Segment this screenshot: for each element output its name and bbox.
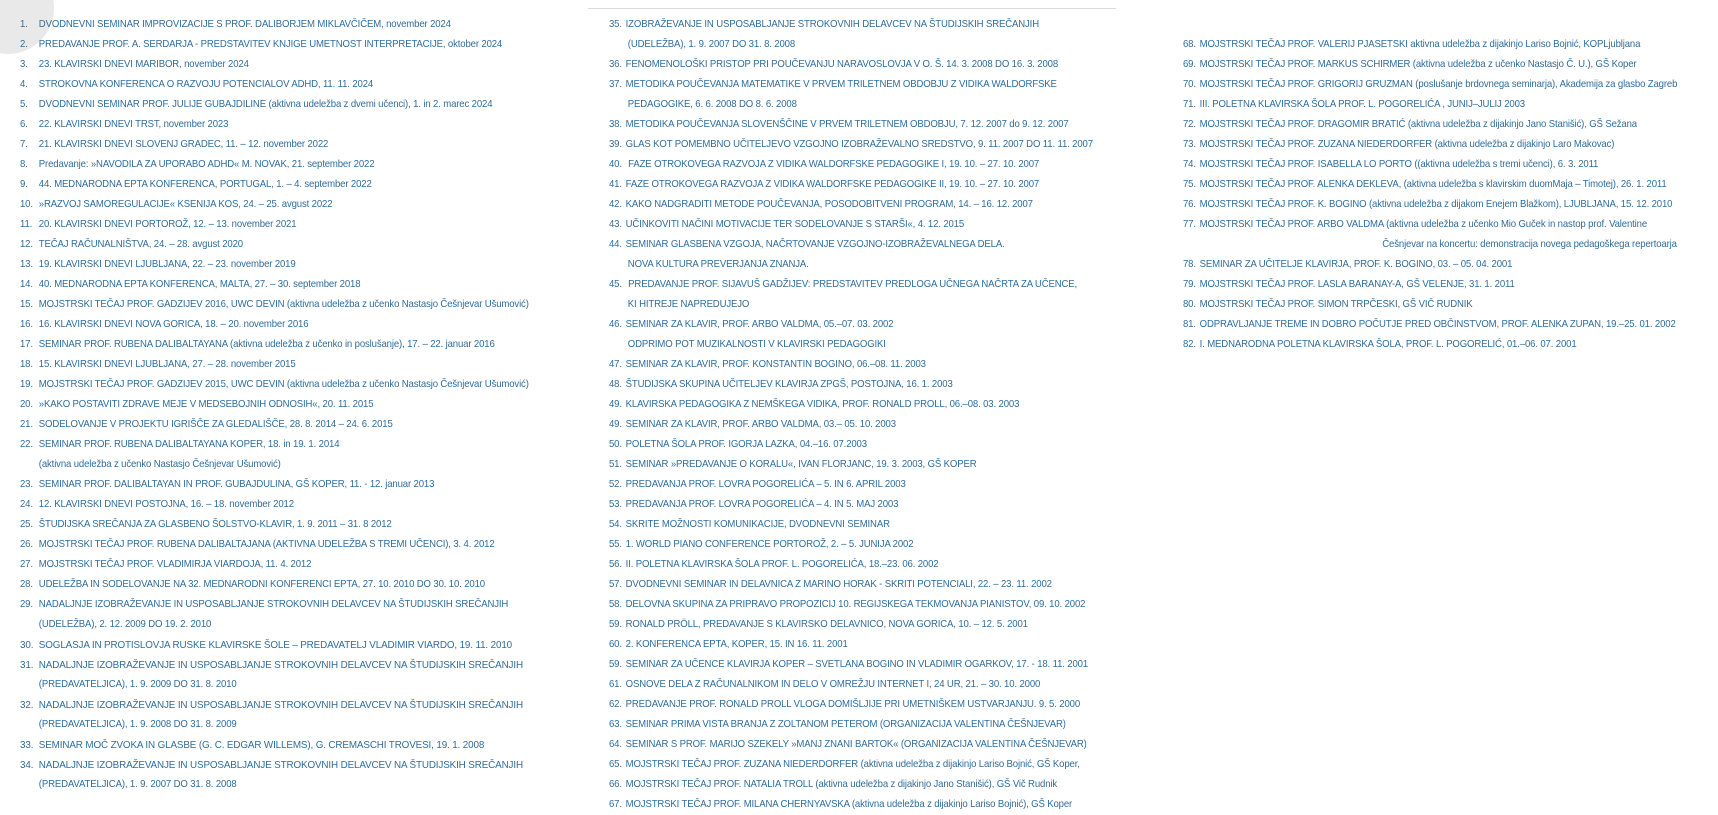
list-item-continuation xyxy=(609,335,1135,355)
list-item xyxy=(1183,155,1681,175)
item-text: SEMINAR PROF. RUBENA DALIBALTAYANA KOPER, 18. in 19. 1. 2014 xyxy=(38,439,340,450)
list-item xyxy=(609,775,1135,795)
item-text: SEMINAR S PROF. MARIJO SZEKELY »MANJ ZNANI BARTOK« (ORGANIZACIJA VALENTINA ČEŠNJEVAR) xyxy=(625,739,1087,750)
list-item-continuation xyxy=(609,95,1135,115)
item-number: 29. xyxy=(20,599,33,610)
item-number: 68. xyxy=(1183,39,1196,50)
item-number: 79. xyxy=(1183,279,1196,290)
item-number: 33. xyxy=(20,739,34,751)
list-item xyxy=(609,535,1135,555)
item-text: NADALJNJE IZOBRAŽEVANJE IN USPOSABLJANJE STROKOVNIH DELAVCEV NA ŠTUDIJSKIH SREČANJIH xyxy=(38,599,509,610)
item-number: 9. xyxy=(20,179,28,190)
item-text: MOJSTRSKI TEČAJ PROF. RUBENA DALIBALTAJANA (AKTIVNA UDELEŽBA S TREMI UČENCI), 3. 4. 2012 xyxy=(38,539,495,550)
item-number: 17. xyxy=(20,339,33,350)
list-item xyxy=(1183,95,1681,115)
item-number: 21. xyxy=(20,419,33,430)
item-number: 27. xyxy=(20,559,33,570)
item-text: MOJSTRSKI TEČAJ PROF. ISABELLA LO PORTO ((aktivna udeležba s tremi učenci), 6. 3. 2011 xyxy=(1199,159,1599,170)
list-item xyxy=(609,15,1135,35)
item-number: 75. xyxy=(1183,179,1196,190)
item-text: 20. KLAVIRSKI DNEVI PORTOROŽ, 12. – 13. november 2021 xyxy=(38,219,297,230)
item-text: ŠTUDIJSKA SREČANJA ZA GLASBENO ŠOLSTVO-KLAVIR, 1. 9. 2011 – 31. 8 2012 xyxy=(38,519,392,530)
item-text: PREDAVANJA PROF. LOVRA POGORELIĆA – 5. IN 6. APRIL 2003 xyxy=(625,479,906,490)
item-number: 67. xyxy=(609,799,622,810)
item-text: MOJSTRSKI TEČAJ PROF. VLADIMIRJA VIARDOJA, 11. 4. 2012 xyxy=(38,559,312,570)
item-text: MOJSTRSKI TEČAJ PROF. GRIGORIJ GRUZMAN (poslušanje brdovnega seminarja), Akademija za glasbo Zagreb xyxy=(1199,79,1678,90)
item-number: 42. xyxy=(609,199,622,210)
item-number: 40. xyxy=(609,159,622,170)
list-item xyxy=(1183,315,1681,335)
list-item xyxy=(1183,215,1681,235)
list-item xyxy=(20,395,546,415)
list-item xyxy=(20,695,546,715)
item-number: 56. xyxy=(609,559,622,570)
list-item xyxy=(609,55,1135,75)
list-item xyxy=(20,115,546,135)
list-column-1 xyxy=(20,15,580,795)
item-number: 49. xyxy=(609,419,622,430)
item-text: MOJSTRSKI TEČAJ PROF. DRAGOMIR BRATIĆ (aktivna udeležba z dijakinjo Jano Stanišić), GŠ Sežana xyxy=(1199,119,1637,130)
item-number: 23. xyxy=(20,479,33,490)
item-text: SEMINAR ZA KLAVIR, PROF. KONSTANTIN BOGINO, 06.–08. 11. 2003 xyxy=(625,359,926,370)
item-number: 81. xyxy=(1183,319,1196,330)
item-text: KLAVIRSKA PEDAGOGIKA Z NEMŠKEGA VIDIKA, PROF. RONALD PROLL, 06.–08. 03. 2003 xyxy=(625,399,1020,410)
item-text: MOJSTRSKI TEČAJ PROF. MARKUS SCHIRMER (aktivna udeležba z učenko Nastasjo Č. U.), GŠ Koper xyxy=(1199,59,1637,70)
list-item xyxy=(609,135,1135,155)
item-number: 1. xyxy=(20,19,28,30)
item-number: 38. xyxy=(609,119,622,130)
list-item xyxy=(20,575,546,595)
list-item-continuation xyxy=(20,615,546,635)
item-text: (UDELEŽBA), 1. 9. 2007 DO 31. 8. 2008 xyxy=(627,39,796,50)
list-item xyxy=(609,415,1135,435)
item-text: FAZE OTROKOVEGA RAZVOJA Z VIDIKA WALDORFSKE PEDAGOGIKE I, 19. 10. – 27. 10. 2007 xyxy=(625,159,1040,170)
list-item xyxy=(609,795,1135,815)
list-item xyxy=(20,635,546,655)
list-item xyxy=(609,215,1135,235)
list-item xyxy=(609,75,1135,95)
item-number: 31. xyxy=(20,659,34,671)
item-text: METODIKA POUČEVANJA SLOVENŠČINE V PRVEM TRILETNEM OBDOBJU, 7. 12. 2007 do 9. 12. 2007 xyxy=(625,119,1069,130)
list-item-continuation xyxy=(1183,235,1681,255)
item-text: NADALJNJE IZOBRAŽEVANJE IN USPOSABLJANJE STROKOVNIH DELAVCEV NA ŠTUDIJSKIH SREČANJIH xyxy=(38,699,523,711)
list-item xyxy=(609,315,1135,335)
item-text: 1. WORLD PIANO CONFERENCE PORTOROŽ, 2. – 5. JUNIJA 2002 xyxy=(625,539,914,550)
list-item xyxy=(20,515,546,535)
item-text: MOJSTRSKI TEČAJ PROF. K. BOGINO (aktivna udeležba z dijakom Enejem Blažkom), LJUBLJANA, 15. 12. 2010 xyxy=(1199,199,1673,210)
list-item xyxy=(20,355,546,375)
list-item xyxy=(609,555,1135,575)
item-number: 32. xyxy=(20,699,34,711)
list-item xyxy=(609,355,1135,375)
item-text: FAZE OTROKOVEGA RAZVOJA Z VIDIKA WALDORFSKE PEDAGOGIKE II, 19. 10. – 27. 10. 2007 xyxy=(625,179,1040,190)
item-number: 71. xyxy=(1183,99,1196,110)
item-text: DVODNEVNI SEMINAR IMPROVIZACIJE S PROF. DALIBORJEM MIKLAVČIČEM, november 2024 xyxy=(38,19,451,30)
list-item xyxy=(609,695,1135,715)
item-text: GLAS KOT POMEMBNO UČITELJEVO VZGOJNO IZOBRAŽEVALNO SREDSTVO, 9. 11. 2007 DO 11. 11. 2007 xyxy=(625,139,1093,150)
item-text: 23. KLAVIRSKI DNEVI MARIBOR, november 2024 xyxy=(38,59,249,70)
item-text: OSNOVE DELA Z RAČUNALNIKOM IN DELO V OMREŽJU INTERNET I, 24 UR, 21. – 30. 10. 2000 xyxy=(625,679,1041,690)
item-text: MOJSTRSKI TEČAJ PROF. ALENKA DEKLEVA, (aktivna udeležba s klavirskim duomMaja – Timotej), 26. 1. 2011 xyxy=(1199,179,1667,190)
item-text: MOJSTRSKI TEČAJ PROF. ZUZANA NIEDERDORFER (aktivna udeležba z dijakinjo Laro Makovac) xyxy=(1199,139,1615,150)
item-text: 15. KLAVIRSKI DNEVI LJUBLJANA, 27. – 28. november 2015 xyxy=(38,359,296,370)
list-item xyxy=(20,95,546,115)
list-item xyxy=(20,75,546,95)
item-number: 77. xyxy=(1183,219,1196,230)
list-item xyxy=(20,295,546,315)
item-text: SEMINAR MOČ ZVOKA IN GLASBE (G. C. EDGAR WILLEMS), G. CREMASCHI TROVESI, 19. 1. 2008 xyxy=(38,739,485,751)
item-number: 65. xyxy=(609,759,622,770)
item-number: 52. xyxy=(609,479,622,490)
item-text: (aktivna udeležba z učenko Nastasjo Češnjevar Ušumović) xyxy=(38,459,281,470)
item-text: MOJSTRSKI TEČAJ PROF. GADZIJEV 2016, UWC DEVIN (aktivna udeležba z učenko Nastasjo Češnjevar Ušumović) xyxy=(38,299,529,310)
item-number: 62. xyxy=(609,699,622,710)
item-number: 51. xyxy=(609,459,622,470)
list-item xyxy=(1183,75,1681,95)
item-text: METODIKA POUČEVANJA MATEMATIKE V PRVEM TRILETNEM OBDOBJU Z VIDIKA WALDORFSKE xyxy=(625,79,1057,90)
item-text: PREDAVANJA PROF. LOVRA POGORELIĆA – 4. IN 5. MAJ 2003 xyxy=(625,499,899,510)
item-number: 7. xyxy=(20,139,28,150)
list-item xyxy=(609,155,1135,175)
item-text: FENOMENOLOŠKI PRISTOP PRI POUČEVANJU NARAVOSLOVJA V O. Š. 14. 3. 2008 DO 16. 3. 2008 xyxy=(625,59,1059,70)
item-text: MOJSTRSKI TEČAJ PROF. ARBO VALDMA (aktivna udeležba z učenko Mio Guček in nastop prof. Valentine xyxy=(1199,219,1648,230)
item-number: 41. xyxy=(609,179,622,190)
list-item xyxy=(1183,275,1681,295)
list-item xyxy=(609,275,1135,295)
list-item xyxy=(20,315,546,335)
item-number: 46. xyxy=(609,319,622,330)
item-number: 37. xyxy=(609,79,622,90)
list-item-continuation xyxy=(609,35,1135,55)
item-number: 15. xyxy=(20,299,33,310)
list-item xyxy=(20,275,546,295)
item-text: 2. KONFERENCA EPTA, KOPER, 15. IN 16. 11. 2001 xyxy=(625,639,848,650)
item-text: PEDAGOGIKE, 6. 6. 2008 DO 8. 6. 2008 xyxy=(627,99,797,110)
list-item xyxy=(1183,195,1681,215)
item-text: »RAZVOJ SAMOREGULACIJE« KSENIJA KOS, 24. – 25. avgust 2022 xyxy=(38,199,333,210)
item-text: II. POLETNA KLAVIRSKA ŠOLA PROF. L. POGORELIĆA, 18.–23. 06. 2002 xyxy=(625,559,939,570)
item-number: 82. xyxy=(1183,339,1196,350)
item-number: 80. xyxy=(1183,299,1196,310)
item-number: 8. xyxy=(20,159,28,170)
item-text: MOJSTRSKI TEČAJ PROF. VALERIJ PJASETSKI aktivna udeležba z dijakinjo Lariso Bojnić, KOPLjubljana xyxy=(1199,39,1641,50)
item-number: 13. xyxy=(20,259,33,270)
item-text: Češnjevar na koncertu: demonstracija novega pedagoškega repertoarja xyxy=(1382,239,1677,250)
item-text: POLETNA ŠOLA PROF. IGORJA LAZKA, 04.–16. 07.2003 xyxy=(625,439,867,450)
item-number: 22. xyxy=(20,439,33,450)
item-number: 58. xyxy=(609,599,622,610)
list-item xyxy=(1183,55,1681,75)
item-text: MOJSTRSKI TEČAJ PROF. LASLA BARANAY-A, GŠ VELENJE, 31. 1. 2011 xyxy=(1199,279,1515,290)
list-item xyxy=(609,515,1135,535)
item-text: NADALJNJE IZOBRAŽEVANJE IN USPOSABLJANJE STROKOVNIH DELAVCEV NA ŠTUDIJSKIH SREČANJIH xyxy=(38,659,523,671)
list-item xyxy=(20,535,546,555)
item-text: SEMINAR PROF. DALIBALTAYAN IN PROF. GUBAJDULINA, GŠ KOPER, 11. - 12. januar 2013 xyxy=(38,479,435,490)
item-number: 35. xyxy=(609,19,622,30)
list-item xyxy=(20,595,546,615)
item-text: SOGLASJA IN PROTISLOVJA RUSKE KLAVIRSKE ŠOLE – PREDAVATELJ VLADIMIR VIARDO, 19. 11. 2010 xyxy=(38,639,513,651)
list-item xyxy=(1183,115,1681,135)
item-number: 78. xyxy=(1183,259,1196,270)
list-item xyxy=(609,635,1135,655)
list-item xyxy=(609,755,1135,775)
list-item-continuation xyxy=(20,455,546,475)
item-text: 22. KLAVIRSKI DNEVI TRST, november 2023 xyxy=(38,119,229,130)
list-item xyxy=(609,675,1135,695)
item-number: 5. xyxy=(20,99,28,110)
item-number: 34. xyxy=(20,759,34,771)
list-item xyxy=(20,215,546,235)
item-text: ODPRAVLJANJE TREME IN DOBRO POČUTJE PRED OBČINSTVOM, PROF. ALENKA ZUPAN, 19.–25. 01. 2002 xyxy=(1199,319,1676,330)
item-number: 55. xyxy=(609,539,622,550)
item-text: 19. KLAVIRSKI DNEVI LJUBLJANA, 22. – 23. november 2019 xyxy=(38,259,296,270)
item-number: 54. xyxy=(609,519,622,530)
list-item xyxy=(20,655,546,675)
list-item xyxy=(20,495,546,515)
list-item-continuation xyxy=(609,255,1135,275)
item-number: 6. xyxy=(20,119,28,130)
item-text: SKRITE MOŽNOSTI KOMUNIKACIJE, DVODNEVNI SEMINAR xyxy=(625,519,890,530)
item-text: SEMINAR ZA UČITELJE KLAVIRJA, PROF. K. BOGINO, 03. – 05. 04. 2001 xyxy=(1199,259,1513,270)
list-item xyxy=(20,235,546,255)
item-text: PREDAVANJE PROF. SIJAVUŠ GADŽIJEV: PREDSTAVITEV PREDLOGA UČNEGA NAČRTA ZA UČENCE, xyxy=(625,279,1078,290)
item-number: 72. xyxy=(1183,119,1196,130)
item-text: MOJSTRSKI TEČAJ PROF. ZUZANA NIEDERDORFER (aktivna udeležba z dijakinjo Lariso Bojnić, GŠ Koper, xyxy=(625,759,1080,770)
item-number: 11. xyxy=(20,219,33,230)
list-item xyxy=(609,235,1135,255)
item-number: 53. xyxy=(609,499,622,510)
item-number: 57. xyxy=(609,579,622,590)
item-text: SEMINAR ZA KLAVIR, PROF. ARBO VALDMA, 03.– 05. 10. 2003 xyxy=(625,419,896,430)
list-item-continuation xyxy=(20,715,546,735)
item-number: 50. xyxy=(609,439,622,450)
item-text: SEMINAR ZA KLAVIR, PROF. ARBO VALDMA, 05.–07. 03. 2002 xyxy=(625,319,894,330)
item-text: MOJSTRSKI TEČAJ PROF. SIMON TRPČESKI, GŠ VIČ RUDNIK xyxy=(1199,299,1473,310)
top-divider xyxy=(588,8,1116,9)
list-item xyxy=(1183,35,1681,55)
item-number: 16. xyxy=(20,319,33,330)
list-item xyxy=(20,475,546,495)
item-text: STROKOVNA KONFERENCA O RAZVOJU POTENCIALOV ADHD, 11. 11. 2024 xyxy=(38,79,374,90)
item-text: »KAKO POSTAVITI ZDRAVE MEJE V MEDSEBOJNIH ODNOSIH«, 20. 11. 2015 xyxy=(38,399,374,410)
item-text: SEMINAR PROF. RUBENA DALIBALTAYANA (aktivna udeležba z učenko in poslušanje), 17. – 22. januar 2016 xyxy=(38,339,495,350)
item-number: 36. xyxy=(609,59,622,70)
item-text: 21. KLAVIRSKI DNEVI SLOVENJ GRADEC, 11. – 12. november 2022 xyxy=(38,139,329,150)
list-item xyxy=(609,715,1135,735)
list-item-continuation xyxy=(20,675,546,695)
item-number: 48. xyxy=(609,379,622,390)
item-text: MOJSTRSKI TEČAJ PROF. GADZIJEV 2015, UWC DEVIN (aktivna udeležba z učenko Nastasjo Češnjevar Ušumović) xyxy=(38,379,529,390)
list-item xyxy=(20,755,546,775)
list-item-continuation xyxy=(609,295,1135,315)
item-number: 4. xyxy=(20,79,28,90)
list-item xyxy=(20,255,546,275)
item-text: (PREDAVATELJICA), 1. 9. 2009 DO 31. 8. 2010 xyxy=(38,679,237,690)
item-text: DVODNEVNI SEMINAR PROF. JULIJE GUBAJDILINE (aktivna udeležba z dvemi učenci), 1. in 2. marec 2024 xyxy=(38,99,493,110)
item-text: SEMINAR »PREDAVANJE O KORALU«, IVAN FLORJANC, 19. 3. 2003, GŠ KOPER xyxy=(625,459,977,470)
list-item xyxy=(1183,135,1681,155)
list-item xyxy=(20,155,546,175)
item-text: UDELEŽBA IN SODELOVANJE NA 32. MEDNARODNI KONFERENCI EPTA, 27. 10. 2010 DO 30. 10. 2010 xyxy=(38,579,485,590)
item-text: SEMINAR GLASBENA VZGOJA, NAČRTOVANJE VZGOJNO-IZOBRAŽEVALNEGA DELA. xyxy=(625,239,1005,250)
spacer xyxy=(1183,15,1713,35)
list-item xyxy=(20,35,546,55)
item-number: 63. xyxy=(609,719,622,730)
item-text: (UDELEŽBA), 2. 12. 2009 DO 19. 2. 2010 xyxy=(38,619,212,630)
item-text: DVODNEVNI SEMINAR IN DELAVNICA Z MARINO HORAK - SKRITI POTENCIALI, 22. – 23. 11. 2002 xyxy=(625,579,1052,590)
list-item xyxy=(609,495,1135,515)
item-number: 69. xyxy=(1183,59,1196,70)
item-text: NOVA KULTURA PREVERJANJA ZNANJA. xyxy=(627,259,809,270)
item-text: ODPRIMO POT MUZIKALNOSTI V KLAVIRSKI PEDAGOGIKI xyxy=(627,339,886,350)
list-column-3 xyxy=(1183,15,1713,355)
item-text: PREDAVANJE PROF. A. SERDARJA - PREDSTAVITEV KNJIGE UMETNOST INTERPRETACIJE, oktober 2024 xyxy=(38,39,503,50)
list-item-continuation xyxy=(20,775,546,795)
item-text: (PREDAVATELJICA), 1. 9. 2007 DO 31. 8. 2008 xyxy=(38,779,237,790)
item-text: RONALD PRÖLL, PREDAVANJE S KLAVIRSKO DELAVNICO, NOVA GORICA, 10. – 12. 5. 2001 xyxy=(625,619,1028,630)
list-item xyxy=(1183,175,1681,195)
item-number: 43. xyxy=(609,219,622,230)
item-text: DELOVNA SKUPINA ZA PRIPRAVO PROPOZICIJ 10. REGIJSKEGA TEKMOVANJA PIANISTOV, 09. 10. 2002 xyxy=(625,599,1086,610)
list-item xyxy=(20,435,546,455)
list-column-2 xyxy=(609,15,1169,815)
item-text: III. POLETNA KLAVIRSKA ŠOLA PROF. L. POGORELIĆA , JUNIJ–JULIJ 2003 xyxy=(1199,99,1525,110)
list-item xyxy=(609,455,1135,475)
list-item xyxy=(609,655,1135,675)
list-item xyxy=(1183,255,1681,275)
item-text: 12. KLAVIRSKI DNEVI POSTOJNA, 16. – 18. november 2012 xyxy=(38,499,294,510)
item-text: NADALJNJE IZOBRAŽEVANJE IN USPOSABLJANJE STROKOVNIH DELAVCEV NA ŠTUDIJSKIH SREČANJIH xyxy=(38,759,523,771)
item-text: I. MEDNARODNA POLETNA KLAVIRSKA ŠOLA, PROF. L. POGORELIĆ, 01.–06. 07. 2001 xyxy=(1199,339,1577,350)
item-number: 3. xyxy=(20,59,28,70)
item-number: 12. xyxy=(20,239,33,250)
item-number: 10. xyxy=(20,199,33,210)
list-item xyxy=(20,195,546,215)
item-number: 47. xyxy=(609,359,622,370)
list-item xyxy=(20,175,546,195)
list-item xyxy=(1183,335,1681,355)
list-item xyxy=(609,175,1135,195)
item-number: 20. xyxy=(20,399,33,410)
list-item xyxy=(609,195,1135,215)
item-text: TEČAJ RAČUNALNIŠTVA, 24. – 28. avgust 2020 xyxy=(38,239,243,250)
item-text: 40. MEDNARODNA EPTA KONFERENCA, MALTA, 27. – 30. september 2018 xyxy=(38,279,361,290)
item-number: 2. xyxy=(20,39,28,50)
item-text: 16. KLAVIRSKI DNEVI NOVA GORICA, 18. – 20. november 2016 xyxy=(38,319,309,330)
list-item xyxy=(20,555,546,575)
item-number: 14. xyxy=(20,279,33,290)
item-text: UČINKOVITI NAČINI MOTIVACIJE TER SODELOVANJE S STARŠI«, 4. 12. 2015 xyxy=(625,219,965,230)
item-text: IZOBRAŽEVANJE IN USPOSABLJANJE STROKOVNIH DELAVCEV NA ŠTUDIJSKIH SREČANJIH xyxy=(625,19,1039,30)
list-item xyxy=(609,735,1135,755)
item-number: 45. xyxy=(609,279,622,290)
item-text: MOJSTRSKI TEČAJ PROF. MILANA CHERNYAVSKA (aktivna udeležba z dijakinjo Lariso Bojnić), GŠ Koper xyxy=(625,799,1073,810)
list-item xyxy=(20,55,546,75)
item-number: 70. xyxy=(1183,79,1196,90)
item-text: Predavanje: »NAVODILA ZA UPORABO ADHD« M. NOVAK, 21. september 2022 xyxy=(38,159,375,170)
item-text: SODELOVANJE V PROJEKTU IGRIŠČE ZA GLEDALIŠČE, 28. 8. 2014 – 24. 6. 2015 xyxy=(38,419,393,430)
list-item xyxy=(609,615,1135,635)
list-item xyxy=(20,335,546,355)
item-text: SEMINAR PRIMA VISTA BRANJA Z ZOLTANOM PETEROM (ORGANIZACIJA VALENTINA ČEŠNJEVAR) xyxy=(625,719,1066,730)
item-number: 76. xyxy=(1183,199,1196,210)
list-item xyxy=(609,115,1135,135)
item-number: 73. xyxy=(1183,139,1196,150)
list-item xyxy=(20,15,546,35)
item-number: 64. xyxy=(609,739,622,750)
item-text: ŠTUDIJSKA SKUPINA UČITELJEV KLAVIRJA ZPGŠ, POSTOJNA, 16. 1. 2003 xyxy=(625,379,953,390)
item-number: 25. xyxy=(20,519,33,530)
list-item xyxy=(20,375,546,395)
item-number: 49. xyxy=(609,399,622,410)
item-number: 18. xyxy=(20,359,33,370)
item-number: 74. xyxy=(1183,159,1196,170)
item-text: 44. MEDNARODNA EPTA KONFERENCA, PORTUGAL, 1. – 4. september 2022 xyxy=(38,179,372,190)
list-item xyxy=(609,475,1135,495)
item-text: KAKO NADGRADITI METODE POUČEVANJA, POSODOBITVENI PROGRAM, 14. – 16. 12. 2007 xyxy=(625,199,1033,210)
list-item xyxy=(609,375,1135,395)
item-text: KI HITREJE NAPREDUJEJO xyxy=(627,299,750,310)
item-number: 28. xyxy=(20,579,33,590)
list-item xyxy=(20,135,546,155)
item-number: 19. xyxy=(20,379,33,390)
item-number: 24. xyxy=(20,499,33,510)
item-number: 59. xyxy=(609,619,622,630)
item-text: (PREDAVATELJICA), 1. 9. 2008 DO 31. 8. 2009 xyxy=(38,719,237,730)
item-text: SEMINAR ZA UČENCE KLAVIRJA KOPER – SVETLANA BOGINO IN VLADIMIR OGARKOV, 17. - 18. 11. 2001 xyxy=(625,659,1089,670)
list-item xyxy=(609,595,1135,615)
item-number: 44. xyxy=(609,239,622,250)
item-number: 59. xyxy=(609,659,622,670)
list-item xyxy=(20,735,546,755)
list-item xyxy=(609,395,1135,415)
item-number: 30. xyxy=(20,639,34,651)
list-item xyxy=(1183,295,1681,315)
list-item xyxy=(20,415,546,435)
item-text: PREDAVANJE PROF. RONALD PROLL VLOGA DOMIŠLJIJE PRI UMETNIŠKEM USTVARJANJU. 9. 5. 2000 xyxy=(625,699,1081,710)
item-number: 66. xyxy=(609,779,622,790)
item-number: 60. xyxy=(609,639,622,650)
item-number: 61. xyxy=(609,679,622,690)
list-item xyxy=(609,575,1135,595)
item-text: MOJSTRSKI TEČAJ PROF. NATALIA TROLL (aktivna udeležba z dijakinjo Jano Stanišić), GŠ Vič Rudnik xyxy=(625,779,1058,790)
item-number: 39. xyxy=(609,139,622,150)
item-number: 26. xyxy=(20,539,33,550)
list-item xyxy=(609,435,1135,455)
